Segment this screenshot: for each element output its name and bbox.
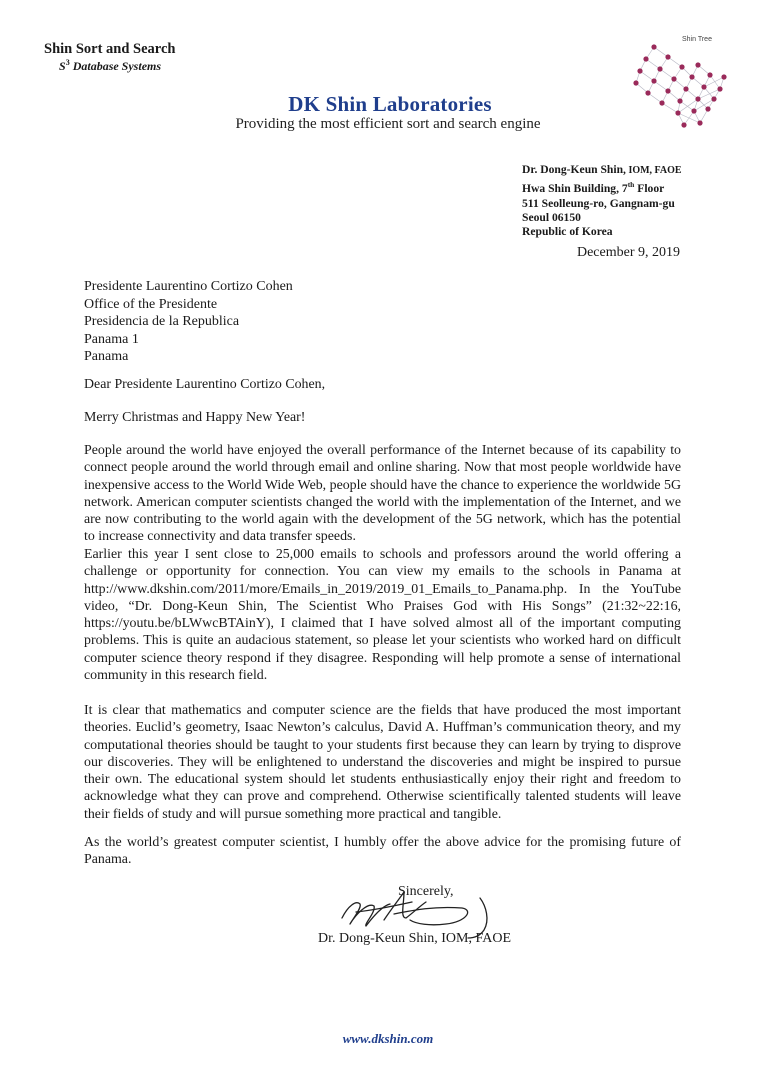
website-link[interactable]: www.dkshin.com xyxy=(342,1031,434,1046)
logo-dot xyxy=(695,62,700,67)
shin-tree-dots-icon xyxy=(628,33,732,133)
logo-dot xyxy=(701,84,706,89)
logo-dot xyxy=(665,88,670,93)
closing: Sincerely, xyxy=(398,884,454,899)
recipient-line: Office of the Presidente xyxy=(84,296,218,312)
body-paragraph: Earlier this year I sent close to 25,000 emails to schools and professors around the world offering a challenge or opportunity for connection. You can view my emails to the schools in Panama at http://www.dkshin.com/2011/more/Emails_in_2019/2019_01_Emails_to_Panama.php. In the YouTube video, “Dr. Dong-Keun Shin, The Scientist Who Praises God with His Songs” (21:32~22:16, https://youtu.be/bLWwcBTAinY), I claimed that I have solved almost all of the important computing problems. This is quite an audacious statement, so please let your scientists who worked hard on difficult computer science theory respond if they disagree. Responding will help promote a sense of international community in this research field. xyxy=(84,547,681,684)
salutation: Dear Presidente Laurentino Cortizo Cohen, xyxy=(84,377,326,392)
logo-dot xyxy=(689,74,694,79)
address-line-1-pre: Hwa Shin Building, 7 xyxy=(522,182,628,196)
address-line-1 xyxy=(522,178,682,196)
logo-dot xyxy=(659,100,664,105)
sender-honors: IOM, FAOE xyxy=(625,165,682,176)
sender-name: Dr. Dong-Keun Shin, xyxy=(522,163,626,176)
logo-dot xyxy=(671,76,676,81)
logo-dot xyxy=(645,90,650,95)
recipient-line: Presidencia de la Republica xyxy=(84,314,240,329)
logo-dot xyxy=(681,122,686,127)
organization-subtitle xyxy=(59,58,161,74)
greeting: Merry Christmas and Happy New Year! xyxy=(84,410,306,425)
logo-dot xyxy=(697,120,702,125)
body-paragraph: It is clear that mathematics and computer science are the fields that have produced the most important theories. Euclid’s geometry, Isaac Newton’s calculus, David A. Huffman’s communication theory, and my computational theories should be taught to your students first because they can learn by trying to disprove our discoveries. They will be enlightened to understand the discoveries and might be inspired to pursue their own. The educational system should let students enthusiastically enjoy their right and freedom to acknowledge what they can prove and comprehend. Otherwise scientifically talented students will leave their fields of study and will pursue something more practical and tangible. xyxy=(84,703,681,822)
recipient-line: Presidente Laurentino Cortizo Cohen xyxy=(84,279,293,294)
lab-tagline: Providing the most efficient sort and search engine xyxy=(235,116,541,132)
logo-dot xyxy=(665,54,670,59)
logo-dot xyxy=(691,108,696,113)
logo-dot xyxy=(633,80,638,85)
org-sub-text: Database Systems xyxy=(72,59,162,73)
logo-link-line xyxy=(662,103,678,113)
organization-name: Shin Sort and Search xyxy=(44,41,176,57)
address-line-2: 511 Seolleung-ro, Gangnam-gu xyxy=(522,196,675,210)
logo-dot xyxy=(657,66,662,71)
logo-dot xyxy=(721,74,726,79)
logo-dot xyxy=(675,110,680,115)
body-paragraph: People around the world have enjoyed the overall performance of the Internet because of its capability to connect people around the world through email and online sharing. Now that most people worldwide have inexpensive access to the World Wide Web, people should have the chance to experience the worldwide 5G network. American computer scientists changed the world with the implementation of the Internet, and we are now contributing to the world again with the development of the 5G network, which has the potential to increase connectivity and data transfer speeds. xyxy=(84,443,682,545)
logo-dot xyxy=(637,68,642,73)
body-paragraph: As the world’s greatest computer scientist, I humbly offer the above advice for the promising future of Panama. xyxy=(84,835,681,868)
shin-tree-logo xyxy=(628,33,732,133)
address-line-3: Seoul 06150 xyxy=(522,211,581,225)
recipient-line: Panama 1 xyxy=(84,331,139,347)
address-line-4: Republic of Korea xyxy=(522,225,613,239)
org-sub-superscript: 3 xyxy=(65,58,70,67)
recipient-block xyxy=(84,278,293,366)
logo-caption: Shin Tree xyxy=(682,36,712,43)
logo-dot xyxy=(679,64,684,69)
logo-dot xyxy=(677,98,682,103)
sender-name-line xyxy=(522,163,682,178)
logo-dot xyxy=(705,106,710,111)
address-line-1-sup: th xyxy=(627,180,635,190)
address-line-1-post: Floor xyxy=(634,182,665,196)
recipient-line: Panama xyxy=(84,349,129,364)
lab-title: DK Shin Laboratories xyxy=(288,92,492,116)
logo-dot xyxy=(717,86,722,91)
logo-dot xyxy=(707,72,712,77)
logo-dot xyxy=(651,78,656,83)
logo-dot xyxy=(711,96,716,101)
sender-address xyxy=(522,163,682,240)
logo-dot xyxy=(695,96,700,101)
logo-dot xyxy=(643,56,648,61)
signer-name: Dr. Dong-Keun Shin, IOM, FAOE xyxy=(318,931,512,946)
org-sub-prefix: S xyxy=(59,59,66,73)
logo-dot xyxy=(683,86,688,91)
letter-date: December 9, 2019 xyxy=(576,245,680,260)
logo-dot xyxy=(651,44,656,49)
